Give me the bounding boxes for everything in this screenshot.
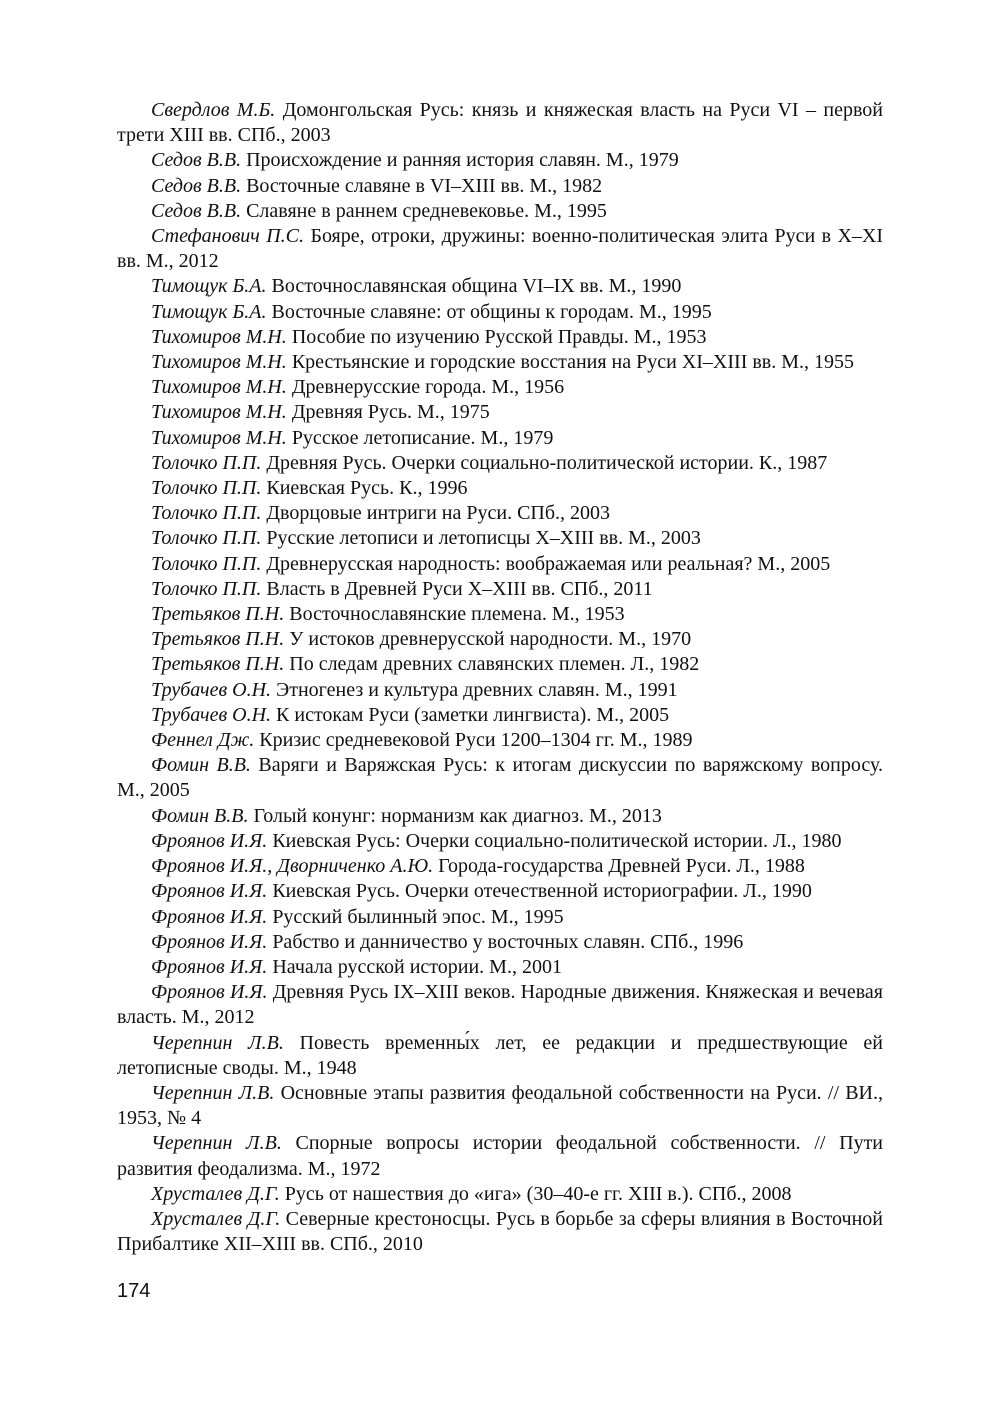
bibliography-entry	[117, 753, 883, 803]
bibliography-entry	[117, 980, 883, 1030]
entry-author: Толочко П.П.	[151, 477, 262, 500]
entry-text: Кризис средневековой Руси 1200–1304 гг. М., 1989	[259, 729, 693, 752]
bibliography-entry	[117, 199, 883, 224]
entry-text: Киевская Русь. Очерки отечественной историографии. Л., 1990	[272, 880, 812, 903]
entry-text: Дворцовые интриги на Руси. СПб., 2003	[266, 502, 611, 525]
entry-text: Происхождение и ранняя история славян. М., 1979	[246, 149, 679, 172]
entry-author: Феннел Дж.	[151, 729, 255, 752]
bibliography-list	[117, 98, 883, 1257]
bibliography-entry	[117, 829, 883, 854]
bibliography-entry	[117, 400, 883, 425]
bibliography-entry	[117, 1207, 883, 1257]
entry-text: Власть в Древней Руси X–XIII вв. СПб., 2011	[266, 577, 653, 600]
entry-text: Киевская Русь. К., 1996	[266, 477, 468, 500]
entry-author: Фроянов И.Я.	[151, 905, 268, 928]
bibliography-entry	[117, 905, 883, 930]
entry-author: Черепнин Л.В.	[151, 1031, 284, 1054]
bibliography-entry	[117, 375, 883, 400]
entry-author: Фроянов И.Я.	[151, 930, 268, 953]
entry-author: Тимощук Б.А.	[151, 300, 267, 323]
entry-author: Хрусталев Д.Г.	[151, 1207, 281, 1230]
entry-text: Русские летописи и летописцы X–XIII вв. М., 2003	[266, 527, 701, 550]
entry-author: Черепнин Л.В.	[151, 1081, 275, 1104]
bibliography-entry	[117, 1131, 883, 1181]
bibliography-entry	[117, 98, 883, 148]
entry-author: Тихомиров М.Н.	[151, 401, 287, 424]
bibliography-entry	[117, 930, 883, 955]
entry-author: Толочко П.П.	[151, 552, 262, 575]
entry-text: Рабство и данничество у восточных славян. СПб., 1996	[272, 930, 744, 953]
entry-author: Свердлов М.Б.	[151, 99, 276, 121]
entry-text: Города-государства Древней Руси. Л., 1988	[438, 855, 805, 878]
entry-text: Славяне в раннем средневековье. М., 1995	[246, 199, 607, 222]
entry-text: По следам древних славянских племен. Л., 1982	[289, 653, 700, 676]
bibliography-entry	[117, 476, 883, 501]
entry-text: Крестьянские и городские восстания на Руси XI–XIII вв. М., 1955	[291, 351, 855, 374]
bibliography-entry	[117, 854, 883, 879]
entry-author: Фроянов И.Я.	[151, 829, 268, 852]
entry-author: Седов В.В.	[151, 174, 242, 197]
bibliography-entry	[117, 955, 883, 980]
entry-author: Тихомиров М.Н.	[151, 325, 287, 348]
entry-author: Толочко П.П.	[151, 527, 262, 550]
entry-text: Восточнославянская община VI–IX вв. М., 1990	[271, 275, 682, 298]
entry-author: Стефанович П.С.	[151, 225, 305, 248]
bibliography-entry	[117, 652, 883, 677]
entry-text: Северные крестоносцы. Русь в борьбе за сферы влияния в Восточной Прибалтике XII–XIII вв. СПб., 2010	[117, 1207, 883, 1256]
bibliography-entry	[117, 678, 883, 703]
entry-author: Фроянов И.Я., Дворниченко А.Ю.	[151, 855, 434, 878]
entry-author: Третьяков П.Н.	[151, 603, 285, 626]
entry-text: Русское летописание. М., 1979	[291, 426, 554, 449]
bibliography-entry	[117, 804, 883, 829]
entry-text: Восточные славяне: от общины к городам. М., 1995	[271, 300, 712, 323]
entry-text: Голый конунг: норманизм как диагноз. М., 2013	[253, 804, 662, 827]
entry-text: Повесть временны́х лет, ее редакции и предшествующие ей летописные своды. М., 1948	[117, 1031, 884, 1079]
entry-text: Древняя Русь. Очерки социально-политической истории. К., 1987	[266, 451, 828, 474]
entry-author: Тихомиров М.Н.	[151, 351, 287, 374]
entry-text: У истоков древнерусской народности. М., 1970	[289, 628, 692, 651]
bibliography-entry	[117, 350, 883, 375]
bibliography-entry	[117, 1031, 883, 1081]
entry-author: Фроянов И.Я.	[151, 981, 268, 1004]
entry-author: Седов В.В.	[151, 149, 242, 172]
entry-text: Древнерусские города. М., 1956	[291, 376, 565, 399]
bibliography-entry	[117, 728, 883, 753]
entry-author: Фроянов И.Я.	[151, 880, 268, 903]
entry-author: Толочко П.П.	[151, 577, 262, 600]
bibliography-entry	[117, 300, 883, 325]
entry-text: Этногенез и культура древних славян. М., 1991	[276, 678, 678, 701]
entry-text: Домонгольская Русь: князь и княжеская власть на Руси VI – первой трети XIII вв. СПб., 2003	[117, 99, 883, 147]
entry-author: Седов В.В.	[151, 199, 242, 222]
entry-text: Бояре, отроки, дружины: военно-политическая элита Руси в X–XI вв. М., 2012	[117, 225, 884, 273]
bibliography-entry	[117, 577, 883, 602]
entry-author: Фомин В.В.	[151, 754, 251, 777]
entry-text: Спорные вопросы истории феодальной собственности. // Пути развития феодализма. М., 1972	[117, 1132, 884, 1180]
bibliography-entry	[117, 602, 883, 627]
bibliography-entry	[117, 501, 883, 526]
bibliography-entry	[117, 1182, 883, 1207]
page-number: 174	[117, 1280, 151, 1302]
entry-author: Толочко П.П.	[151, 502, 262, 525]
entry-author: Тихомиров М.Н.	[151, 426, 287, 449]
bibliography-entry	[117, 274, 883, 299]
bibliography-entry	[117, 526, 883, 551]
entry-author: Третьяков П.Н.	[151, 653, 285, 676]
entry-author: Толочко П.П.	[151, 451, 262, 474]
bibliography-entry	[117, 1081, 883, 1131]
entry-text: Пособие по изучению Русской Правды. М., 1953	[291, 325, 707, 348]
entry-text: Древняя Русь. М., 1975	[291, 401, 490, 424]
bibliography-entry	[117, 224, 883, 274]
entry-text: Киевская Русь: Очерки социально-политической истории. Л., 1980	[272, 829, 842, 852]
bibliography-entry	[117, 703, 883, 728]
entry-text: Основные этапы развития феодальной собственности на Руси. // ВИ., 1953, № 4	[117, 1081, 884, 1130]
entry-author: Третьяков П.Н.	[151, 628, 285, 651]
bibliography-entry	[117, 426, 883, 451]
bibliography-entry	[117, 451, 883, 476]
entry-author: Тимощук Б.А.	[151, 275, 267, 298]
entry-text: Русь от нашествия до «ига» (30–40-е гг. XIII в.). СПб., 2008	[284, 1182, 792, 1205]
entry-author: Трубачев О.Н.	[151, 703, 272, 726]
entry-text: К истокам Руси (заметки лингвиста). М., 2005	[276, 703, 670, 726]
entry-text: Восточные славяне в VI–XIII вв. М., 1982	[246, 174, 603, 197]
entry-author: Хрусталев Д.Г.	[151, 1182, 280, 1205]
bibliography-entry	[117, 148, 883, 173]
entry-text: Начала русской истории. М., 2001	[272, 955, 562, 978]
entry-author: Тихомиров М.Н.	[151, 376, 287, 399]
bibliography-entry	[117, 552, 883, 577]
bibliography-entry	[117, 879, 883, 904]
entry-author: Черепнин Л.В.	[151, 1132, 282, 1155]
entry-text: Древнерусская народность: воображаемая или реальная? М., 2005	[266, 552, 831, 575]
bibliography-entry	[117, 325, 883, 350]
bibliography-entry	[117, 627, 883, 652]
entry-author: Фомин В.В.	[151, 804, 249, 827]
bibliography-entry	[117, 174, 883, 199]
entry-text: Варяги и Варяжская Русь: к итогам дискуссии по варяжскому вопросу. М., 2005	[117, 754, 883, 802]
entry-author: Фроянов И.Я.	[151, 955, 268, 978]
entry-text: Древняя Русь IX–XIII веков. Народные движения. Княжеская и вечевая власть. М., 2012	[117, 981, 883, 1029]
entry-text: Русский былинный эпос. М., 1995	[272, 905, 564, 928]
entry-text: Восточнославянские племена. М., 1953	[289, 603, 625, 626]
entry-author: Трубачев О.Н.	[151, 678, 272, 701]
